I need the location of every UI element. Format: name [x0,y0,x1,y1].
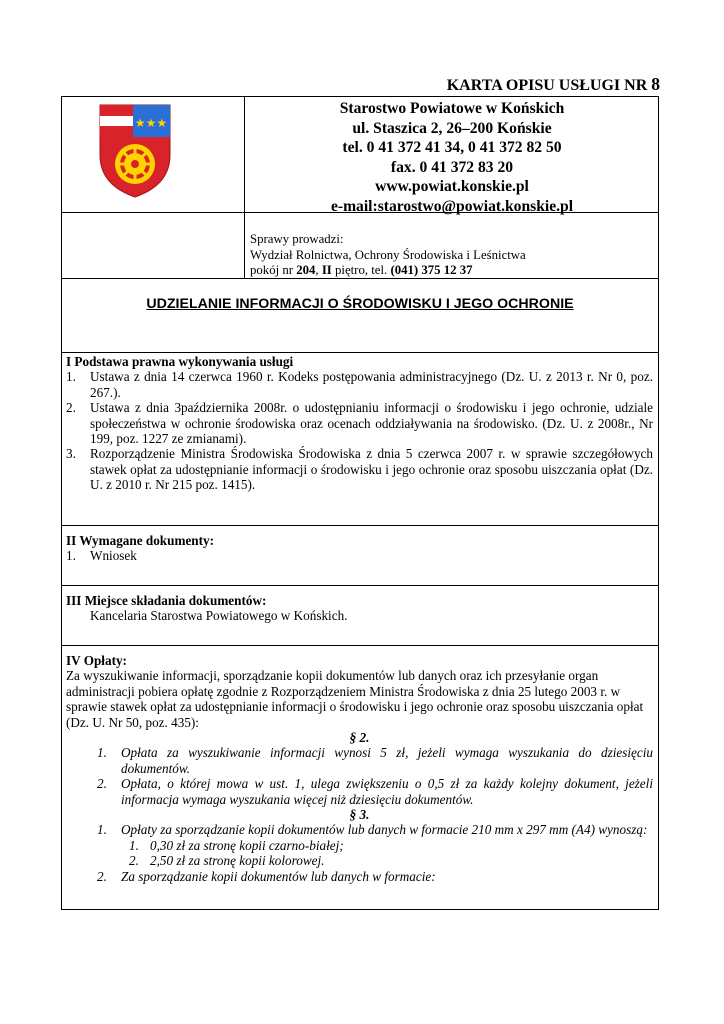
row-divider [62,525,658,526]
list-item: 1. Opłata za wyszukiwanie informacji wynosi 5 zł, jeżeli wymaga wyszukania do dziesięciu dokumentów. [97,745,653,776]
coat-of-arms-logo [98,103,172,199]
office-name: Starostwo Powiatowe w Końskich [339,100,565,117]
paragraph-3-heading: § 3. [349,807,370,823]
section-submission-place: III Miejsce składania dokumentów: Kancelaria Starostwa Powiatowego w Końskich. [66,593,348,624]
list-item: 2. Ustawa z dnia 3października 2008r. o udostępnianiu informacji o środowisku i jego ochronie, udziale społeczeństwa w ochronie środowiska oraz ocenach oddziaływania na środowisko. (Dz. U. z 2008r., Nr 199, poz. 1227 ze zmianami). [66,400,653,447]
svg-text:★★★: ★★★ [134,116,168,130]
section-legal-basis: I Podstawa prawna wykonywania usługi 1. Ustawa z dnia 14 czerwca 1960 r. Kodeks postępowania administracyjnego (Dz. U. z 2013 r. Nr 0, poz. 267.). 2. Ustawa z dnia 3października 2008r. o udostępnianiu informacji o środowisku i jego ochronie, udziale społeczeństwa w ochronie środowiska oraz ocenach oddziaływania na środowisko. (Dz. U. z 2008r., Nr 199, poz. 1227 ze zmianami). 3. Rozporządzenie Ministra Środowiska Środowiska z dnia 5 czerwca 2007 r. w sprawie szczegółowych stawek opłat za udostępnianie informacji o środowisku i jego ochronie oraz sposobu uiszczania opłat (Dz. U. z 2010 r. Nr 215 poz. 1415). [66,354,653,493]
list-item: 2. Opłata, o której mowa w ust. 1, ulega zwiększeniu o 0,5 zł za każdy kolejny dokument, jeżeli informacja wymaga wyszukania więcej niż dziesięciu dokumentów. [97,776,653,807]
office-email-link[interactable]: e-mail:starostwo@powiat.konskie.pl [330,197,574,215]
section-required-documents: II Wymagane dokumenty: 1. Wniosek [66,533,653,564]
sub-list-item: 2. 2,50 zł za stronę kopii kolorowej. [129,853,325,869]
office-contact-block [244,99,660,216]
card-title: KARTA OPISU USŁUGI NR 8 [446,74,660,94]
list-item: 1. Ustawa z dnia 14 czerwca 1960 r. Kodeks postępowania administracyjnego (Dz. U. z 2013 r. Nr 0, poz. 267.). [66,369,653,400]
row-divider [62,585,658,586]
list-item: 1. Wniosek [66,548,137,564]
office-fax: fax. 0 41 372 83 20 [390,158,514,176]
row-divider [62,352,658,353]
list-item: 2. Za sporządzanie kopii dokumentów lub danych w formacie: [97,868,436,884]
paragraph-2-heading: § 2. [349,730,370,746]
office-address: ul. Staszica 2, 26–200 Końskie [352,119,552,137]
list-item: 1. Opłaty za sporządzanie kopii dokumentów lub danych w formacie 210 mm x 297 mm (A4) wynoszą: [97,822,648,838]
service-title: UDZIELANIE INFORMACJI O ŚRODOWISKU I JEGO OCHRONIE [146,296,574,312]
handled-by-block: Sprawy prowadzi: Wydział Rolnictwa, Ochrony Środowiska i Leśnictwa pokój nr 204, II piętro, tel. (041) 375 12 37 [250,232,526,277]
office-website-link[interactable]: www.powiat.konskie.pl [375,178,529,195]
list-item: 3. Rozporządzenie Ministra Środowiska Środowiska z dnia 5 czerwca 2007 r. w sprawie szczegółowych stawek opłat za udostępnianie informacji o środowisku i jego ochronie oraz sposobu uiszczania opłat (Dz. U. z 2010 r. Nr 215 poz. 1415). [66,446,653,493]
sub-list-item: 1. 0,30 zł za stronę kopii czarno-białej; [129,837,344,853]
office-phone: tel. 0 41 372 41 34, 0 41 372 82 50 [342,139,562,156]
document-frame [61,96,659,910]
row-divider [62,645,658,646]
section-fees: IV Opłaty: Za wyszukiwanie informacji, sporządzanie kopii dokumentów lub danych oraz ich przesyłanie organ administracji pobiera opłatę zgodnie z Rozporządzeniem Ministra Środowiska z dnia 25 lutego 2003 r. w sprawie stawek opłat za udostępnianie informacji o środowisku i jego ochronie oraz sposobu uiszczania opłat (Dz. U. Nr 50, poz. 435): § 2. 1. Opłata za wyszukiwanie informacji wynosi 5 zł, jeżeli wymaga wyszukania do dziesięciu dokumentów. 2. Opłata, o której mowa w ust. 1, ulega zwiększeniu o 0,5 zł za każdy kolejny dokument, jeżeli informacja wymaga wyszukania więcej niż dziesięciu dokumentów. § 3. 1. Opłaty za sporządzanie kopii dokumentów lub danych w formacie 210 mm x 297 mm (A4) wynoszą: 1. 0,30 zł za stronę kopii czarno-białej; 2. 2,50 zł za stronę kopii kolorowej. 2. Za sporządzanie kopii dokumentów lub danych w formacie: [66,653,653,884]
